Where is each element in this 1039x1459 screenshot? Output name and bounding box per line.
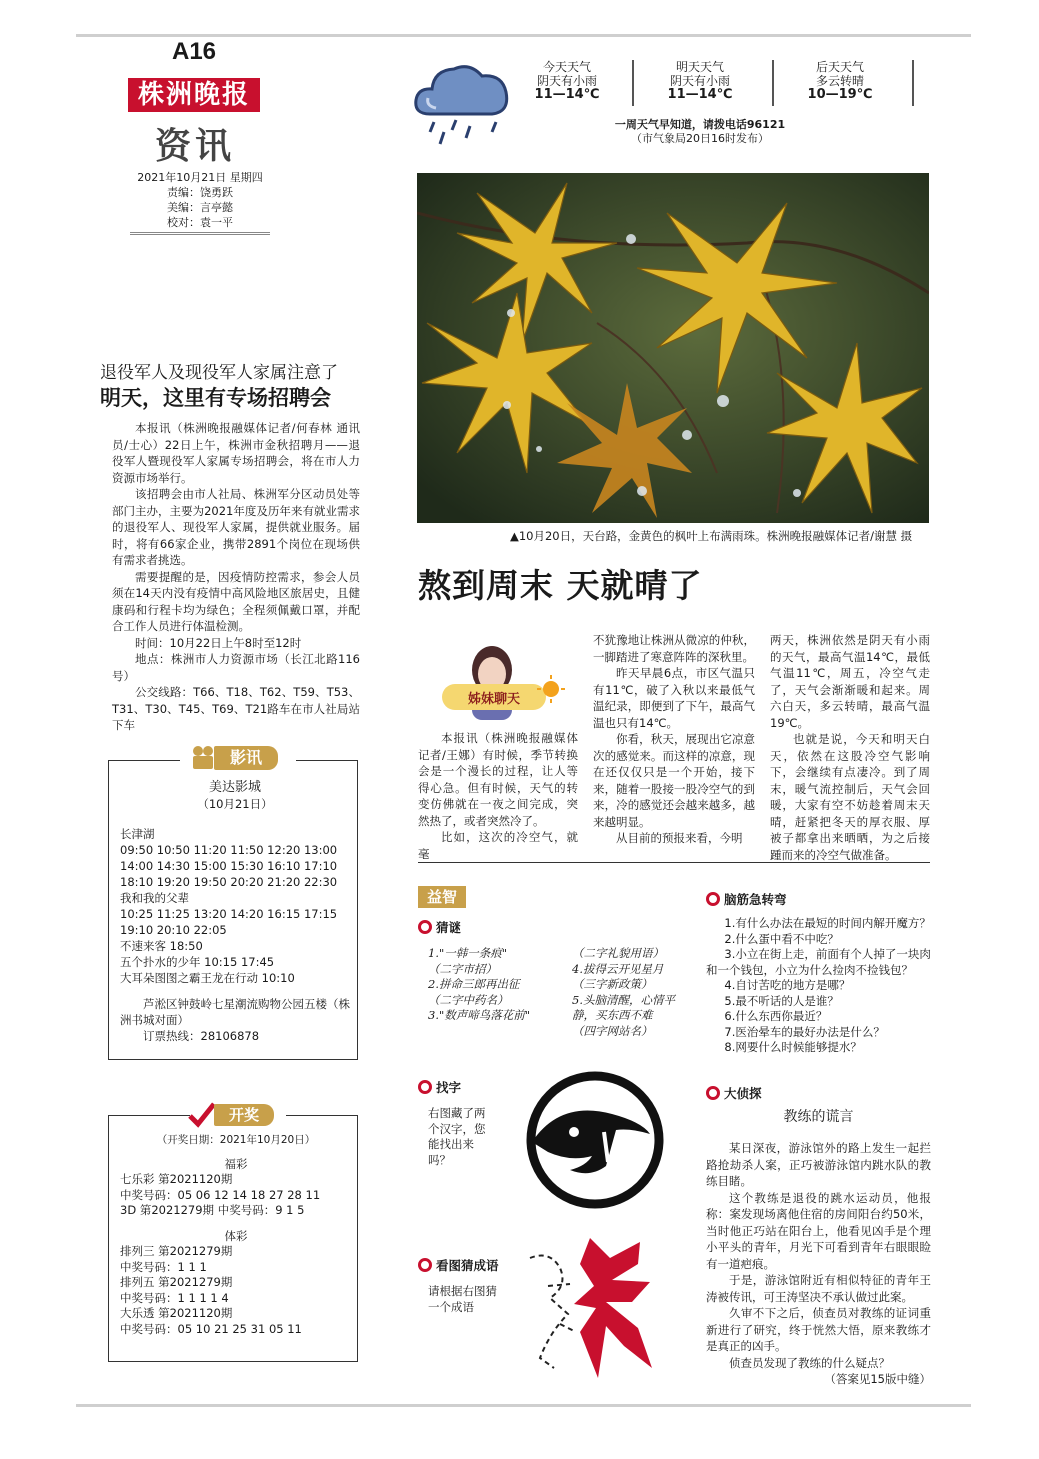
paragraph: 昨天早晨6点，市区气温只有11℃，破了入秋以来最低气温纪录，即便到了下午，最高气温也只有14℃。: [593, 666, 755, 730]
paragraph: 不犹豫地让株洲从微凉的仲秋，一脚踏进了寒意阵阵的深秋里。: [593, 633, 755, 664]
paragraph: 两天，株洲依然是阴天有小雨的天气，最高气温14℃，最低气温11℃，周五，冷空气走了，天气会渐渐暖和起来。周六白天，多云转晴，最高气温19℃。: [770, 633, 930, 730]
film-line: 五个扑水的少年 10:15 17:45: [120, 955, 275, 969]
lottery-date: （开奖日期：2021年10月20日）: [156, 1134, 316, 1146]
lottery-line: 中奖号码：05 06 12 14 18 27 28 11: [120, 1187, 321, 1202]
brain-teaser-heading: 脑筋急转弯: [706, 890, 787, 908]
paragraph: 侦查员发现了教练的什么疑点？: [729, 1355, 890, 1370]
guess-idiom-heading: 看图猜成语: [418, 1256, 499, 1274]
paragraph: 于是，游泳馆附近有相似特征的青年王涛被传讯，可王涛坚决不承认做过此案。: [706, 1273, 931, 1304]
top-rule: [76, 34, 971, 37]
cinema-name: 美达影城: [208, 780, 261, 795]
issue-meta: [130, 170, 270, 230]
section-divider: [418, 862, 930, 863]
detective-heading: 大侦探: [706, 1084, 762, 1102]
lottery-line: 排列三 第2021279期: [120, 1244, 233, 1258]
main-article-col3: [770, 632, 930, 863]
idiom-picture-glyph: [520, 1228, 660, 1388]
rain-cloud-icon: [412, 52, 512, 147]
lottery-line: 中奖号码：1 1 1 1 4: [120, 1290, 229, 1305]
film-line: 19:10 20:10 22:05: [120, 923, 227, 937]
bullet-icon: [418, 920, 432, 934]
paragraph: 本报讯（株洲晚报融媒体记者/王娜）有时候，季节转换会是一个漫长的过程，让人等得心急。但有时候，天气的转变仿佛就在一夜之间完成，突然热了，或者突然冷了。: [418, 731, 578, 828]
main-article-col1: [418, 730, 578, 862]
detective-story-title: 教练的谎言: [783, 1109, 854, 1125]
film-line: 不速来客 18:50: [120, 939, 203, 953]
lottery-line: 中奖号码：1 1 1: [120, 1259, 207, 1274]
page-number: A16: [172, 38, 217, 65]
film-line: 10:25 11:25 13:20 14:20 16:15 17:15: [120, 907, 338, 921]
bullet-icon: [706, 1086, 720, 1100]
paragraph: 久审不下之后，侦查员对教练的证词重新进行了研究，终于恍然大悟，原来教练才是真正的凶手。: [706, 1306, 931, 1353]
columnist-label: 姊妹聊天: [467, 692, 520, 707]
paragraph: 比如，这次的冷空气，就毫: [418, 830, 578, 861]
bottom-rule: [76, 1404, 971, 1407]
issue-date: 2021年10月21日 星期四: [137, 171, 263, 184]
paragraph: 该招聘会由市人社局、株洲军分区动员处等部门主办，主要为2021年度及历年来有就业需求的退役军人、现役军人家属，提供就业服务。届时，将有66家企业，携带2891个岗位在现场供有需求者挑选。: [112, 487, 360, 567]
paragraph: 公交线路：T66、T18、T62、T59、T53、T31、T30、T45、T69、T21路车在市人社局站下车: [112, 685, 360, 732]
film-line: 长津湖: [120, 827, 155, 841]
sun-icon: [536, 674, 566, 704]
film-line: 大耳朵图图之霸王龙在行动 10:10: [120, 971, 295, 985]
editor-credit: 责编：饶勇跃: [167, 186, 233, 199]
brain-teaser-list: 1.有什么办法在最短的时间内解开魔方？ 2.什么蛋中看不中吃？ 3.小立在街上走，前面有个人掉了一块肉和一个钱包，小立为什么捡肉不捡钱包？ 4.自讨苦吃的地方是哪？ 5.最不听话的人是谁？ 6.什么东西你最近？ 7.医治晕车的最好办法是什么？ 8.网要什么时候能够提水？: [706, 916, 931, 1054]
paper-logo: 株洲晚报: [128, 78, 260, 112]
maple-leaves-photo: [417, 173, 929, 523]
riddles-left: 1."一韩一条痕" （二字市招） 2.拼命三郎再出征 （二字中药名） 3."数声啼鸟落花前": [428, 946, 531, 1022]
riddle-heading: 猜谜: [418, 918, 461, 936]
weather-divider: [632, 60, 634, 106]
section-title: 资讯: [155, 125, 236, 167]
hidden-characters-glyph: [520, 1070, 670, 1210]
ticai-heading: 体彩: [224, 1228, 248, 1243]
checkmark-icon: [188, 1102, 216, 1128]
paragraph: 时间：10月22日上午8时至12时: [135, 635, 302, 650]
paragraph: 这个教练是退役的跳水运动员，他报称：案发现场离他住宿的房间阳台约50米，当时他正巧站在阳台上，他看见凶手是个理小平头的青年，月光下可看到青年右眼眼睑有一道疤痕。: [706, 1190, 931, 1271]
film-listing: [120, 780, 350, 1044]
lottery-badge: [188, 1100, 280, 1130]
paragraph: 地点：株洲市人力资源市场（长江北路116号）: [112, 652, 360, 683]
lottery-line: 七乐彩 第2021120期: [120, 1172, 233, 1186]
bullet-icon: [418, 1080, 432, 1094]
weather-after: 后天天气 多云转晴 10—19℃: [807, 60, 873, 102]
ticket-hotline: 订票热线：28106878: [143, 1029, 260, 1043]
fucai-heading: 福彩: [224, 1156, 248, 1171]
paragraph: 某日深夜，游泳馆外的路上发生一起拦路抢劫杀人案，正巧被游泳馆内跳水队的教练目睹。: [706, 1141, 931, 1188]
weather-note: 一周天气早知道，请拨电话96121 （市气象局20日16时发布）: [614, 118, 786, 145]
riddles-right: （二字礼貌用语） 4.拔得云开见星月 （三字新政策） 5.头脑清醒，心情平静，买东西不难 （四字网站名）: [572, 946, 675, 1038]
film-line: 我和我的父辈: [120, 891, 189, 905]
bullet-icon: [706, 892, 720, 906]
columnist-avatar: [440, 640, 565, 720]
paragraph: 本报讯（株洲晚报融媒体记者/何春林 通讯员/士心）22日上午，株洲市金秋招聘月——退役军人暨现役军人家属专场招聘会，将在市人力资源市场举行。: [112, 421, 360, 485]
lottery-results: [120, 1133, 352, 1337]
bullet-icon: [418, 1258, 432, 1272]
lottery-line: 3D 第2021279期 中奖号码：9 1 5: [120, 1203, 305, 1217]
film-badge: [190, 744, 282, 774]
weather-divider: [772, 60, 774, 106]
left-article-kicker: 退役军人及现役军人家属注意了: [100, 363, 338, 383]
main-headline: 熬到周末 天就晴了: [418, 566, 703, 605]
proofreader-credit: 校对：袁一平: [167, 216, 233, 229]
photo-caption: ▲10月20日，天台路，金黄色的枫叶上布满雨珠。株洲晚报融媒体记者/谢慧 摄: [510, 529, 913, 543]
film-line: 18:10 19:20 19:50 20:20 21:20 22:30: [120, 875, 338, 889]
lottery-line: 排列五 第2021279期: [120, 1275, 233, 1289]
puzzle-section-tag: 益智: [418, 886, 466, 908]
film-badge-label: 影讯: [214, 746, 278, 770]
weather-today: 今天天气 阴天有小雨 11—14℃: [534, 60, 600, 102]
find-char-text: 右图藏了两个汉字，您能找出来吗？: [428, 1106, 486, 1167]
art-editor-credit: 美编：言亭懿: [167, 201, 233, 214]
left-article-headline: 明天，这里有专场招聘会: [100, 386, 331, 410]
paragraph: 也就是说，今天和明天白天，依然在这股冷空气影响下，会继续有点凄冷。到了周末，暖气流控制后，天气会回暖，大家有空不妨趁着周末天晴，赶紧把冬天的厚衣服、厚被子都拿出来晒晒，为之后接踵而来的冷空气做准备。: [770, 732, 930, 862]
guess-idiom-text: 请根据右图猜一个成语: [428, 1284, 497, 1314]
cinema-address: 芦淞区钟鼓岭七星潮流购物公园五楼（株洲书城对面）: [120, 997, 350, 1027]
paragraph: 你看，秋天，展现出它凉意次的感觉来。而这样的凉意，现在还仅仅只是一个开始，接下来，随着一股接一股冷空气的到来，冷的感觉还会越来越多，越来越明显。: [593, 732, 755, 829]
weather-divider: [912, 60, 914, 106]
detective-story: [706, 1140, 931, 1388]
film-camera-icon: [190, 744, 216, 772]
main-article-col2: [593, 632, 755, 847]
lottery-badge-label: 开奖: [214, 1104, 274, 1126]
weather-tomorrow: 明天天气 阴天有小雨 11—14℃: [667, 60, 733, 102]
film-date: （10月21日）: [197, 797, 273, 811]
lottery-line: 中奖号码：05 10 21 25 31 05 11: [120, 1321, 302, 1336]
film-line: 09:50 10:50 11:20 11:50 12:20 13:00: [120, 843, 338, 857]
lottery-line: 大乐透 第2021120期: [120, 1306, 233, 1320]
paragraph: 从目前的预报来看，今明: [616, 831, 743, 845]
paragraph: 需要提醒的是，因疫情防控需求，参会人员须在14天内没有疫情中高风险地区旅居史，且健康码和行程卡均为绿色；全程须佩戴口罩，并配合工作人员进行体温检测。: [112, 569, 360, 633]
answer-note: （答案见15版中缝）: [824, 1372, 931, 1386]
find-char-heading: 找字: [418, 1078, 461, 1096]
film-line: 14:00 14:30 15:00 15:30 16:10 17:10: [120, 859, 338, 873]
meta-divider: [130, 232, 270, 235]
left-article-body: [112, 420, 360, 734]
